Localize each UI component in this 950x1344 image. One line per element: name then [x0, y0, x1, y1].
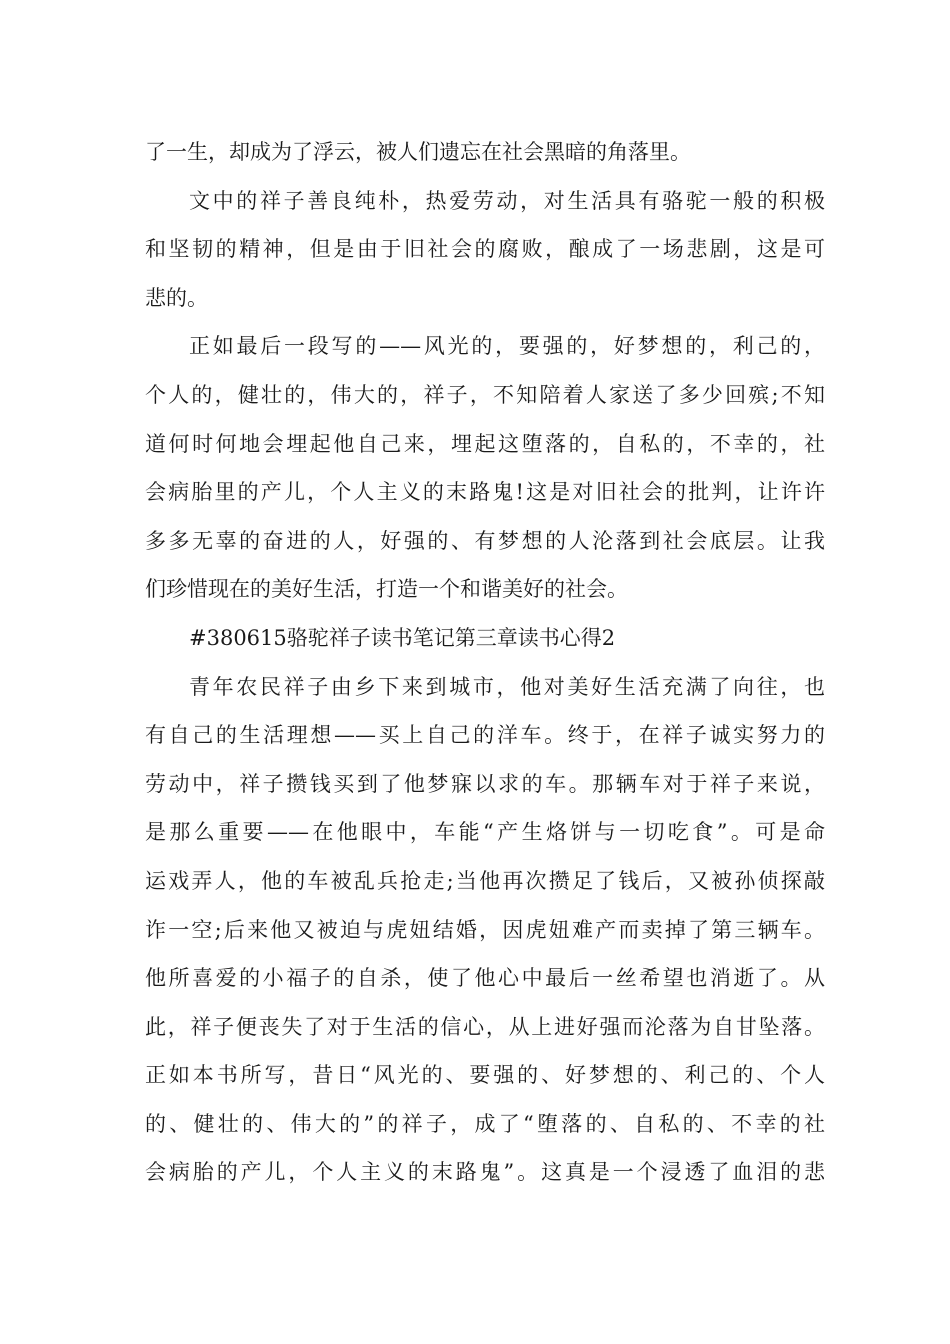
text-line: 此，祥子便丧失了对于生活的信心，从上进好强而沦落为自甘坠落。	[145, 1014, 825, 1039]
text-line: #380615骆驼祥子读书笔记第三章读书心得2	[189, 625, 616, 650]
text-line: 个人的，健壮的，伟大的，祥子，不知陪着人家送了多少回殡;不知	[145, 382, 825, 407]
text-line: 们珍惜现在的美好生活，打造一个和谐美好的社会。	[145, 577, 628, 602]
text-line: 多多无辜的奋进的人，好强的、有梦想的人沦落到社会底层。让我	[145, 528, 825, 553]
text-line: 会病胎里的产儿，个人主义的末路鬼!这是对旧社会的批判，让许许	[145, 480, 825, 505]
text-line: 正如最后一段写的——风光的，要强的，好梦想的，利己的，	[189, 334, 825, 359]
text-line: 会病胎的产儿，个人主义的末路鬼”。这真是一个浸透了血泪的悲	[145, 1160, 825, 1185]
text-line: 文中的祥子善良纯朴，热爱劳动，对生活具有骆驼一般的积极	[189, 188, 825, 213]
text-line: 正如本书所写，昔日“风光的、要强的、好梦想的、利己的、个人	[145, 1063, 825, 1088]
text-line: 运戏弄人，他的车被乱兵抢走;当他再次攒足了钱后，又被孙侦探敲	[145, 868, 825, 893]
text-line: 他所喜爱的小福子的自杀，使了他心中最后一丝希望也消逝了。从	[145, 966, 825, 991]
text-line: 道何时何地会埋起他自己来，埋起这堕落的，自私的，不幸的，社	[145, 431, 825, 456]
text-line: 和坚韧的精神，但是由于旧社会的腐败，酿成了一场悲剧，这是可	[145, 237, 825, 262]
text-line: 是那么重要——在他眼中，车能“产生烙饼与一切吃食”。可是命	[145, 820, 825, 845]
text-line: 悲的。	[145, 285, 208, 310]
text-line: 了一生，却成为了浮云，被人们遗忘在社会黑暗的角落里。	[145, 140, 691, 164]
text-line: 有自己的生活理想——买上自己的洋车。终于，在祥子诚实努力的	[145, 723, 825, 748]
text-line: 劳动中，祥子攒钱买到了他梦寐以求的车。那辆车对于祥子来说，	[145, 771, 825, 796]
body-text	[145, 128, 825, 1197]
text-line: 的、健壮的、伟大的”的祥子，成了“堕落的、自私的、不幸的社	[145, 1111, 825, 1136]
text-line: 诈一空;后来他又被迫与虎妞结婚，因虎妞难产而卖掉了第三辆车。	[145, 917, 825, 942]
text-line: 青年农民祥子由乡下来到城市，他对美好生活充满了向往，也	[189, 674, 825, 699]
